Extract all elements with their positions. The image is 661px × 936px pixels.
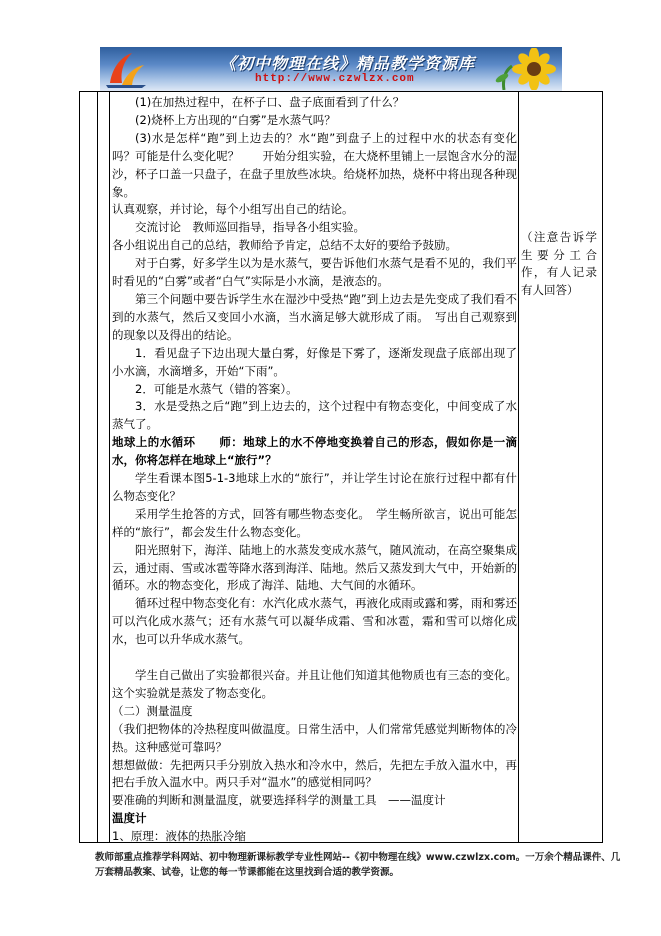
teacher-note: （注意告诉学生要分工合作，有人记录有人回答） [521, 230, 597, 297]
paragraph: 认真观察，并讨论，每个小组写出自己的结论。 [112, 202, 354, 217]
banner-url[interactable]: http://www.czwlzx.com [255, 73, 415, 85]
paragraph: 想想做做：先把两只手分别放入热水和冷水中，然后，先把左手放入温水中，再把右手放入温水中。两只手对“温水”的感觉相同吗？ [112, 757, 517, 790]
paragraph: 循环过程中物态变化有：水汽化成水蒸气，再液化成雨或露和雾，雨和雾还可以汽化成水蒸气；还有水蒸气可以凝华成霜、雪和冰雹，霜和雪可以熔化成水，也可以升华成水蒸气。 [112, 596, 517, 647]
answer-2: 2．可能是水蒸气（错的答案）。 [135, 381, 298, 396]
paragraph: 学生自己做出了实验都很兴奋。并且让他们知道其他物质也有三态的变化。这个实验就是蒸发了物态变化。 [112, 667, 517, 700]
header-banner [100, 47, 562, 91]
paragraph: 第三个问题中要告诉学生水在湿沙中受热“跑”到上边去是先变成了我们看不到的水蒸气，然后又变回小水滴，当水滴足够大就形成了雨。 写出自己观察到的现象以及得出的结论。 [112, 291, 517, 342]
paragraph: 交流讨论 教师巡回指导，指导各小组实验。 [135, 220, 365, 235]
spacer [112, 649, 517, 667]
question-1: (1)在加热过程中，在杯子口、盘子底面看到了什么？ [135, 95, 405, 109]
paragraph: 阳光照射下，海洋、陆地上的水蒸发变成水蒸气，随风流动，在高空聚集成云，通过雨、雪或冰雹等降水落到海洋、陆地。然后又蒸发到大气中，开始新的循环。水的物态变化，形成了海洋、陆地、大气间的水循环。 [112, 542, 517, 593]
water-cycle-heading: 地球上的水循环 师：地球上的水不停地变换着自己的形态，假如你是一滴水，你将怎样在地球上“旅行”？ [112, 435, 517, 468]
lesson-content [112, 94, 517, 846]
paragraph: （我们把物体的冷热程度叫做温度。日常生活中，人们常常凭感觉判断物体的冷热。这种感觉可靠吗？ [112, 721, 517, 754]
column-divider [518, 92, 519, 842]
paragraph: 对于白雾，好多学生以为是水蒸气，要告诉他们水蒸气是看不见的，我们平时看见的“白雾”或者“白气”实际是小水滴，是液态的。 [112, 256, 517, 289]
page-footer [95, 850, 625, 880]
paragraph: 要准确的判断和测量温度，就要选择科学的测量工具 ——温度计 [112, 793, 446, 808]
site-logo-icon [102, 49, 148, 89]
banner-title: 《初中物理在线》精品教学资源库 [220, 54, 476, 73]
answer-3: 3．水是受热之后“跑”到上边去的，这个过程中有物态变化，中间变成了水蒸气了。 [112, 399, 517, 432]
paragraph: 1、原理：液体的热胀冷缩 [112, 829, 246, 844]
sunflower-icon [490, 48, 560, 90]
thermometer-heading: 温度计 [112, 811, 147, 826]
footer-text: 教师部重点推荐学科网站、初中物理新课标教学专业性网站--《初中物理在线》www.czwlzx.com。一万余个精品课件、几万套精品教案、试卷，让您的每一节课都能在这里找到合适的教学资源。 [95, 852, 621, 878]
paragraph: 采用学生抢答的方式，回答有哪些物态变化。 学生畅所欲言，说出可能怎样的“旅行”，都会发生什么物态变化。 [112, 506, 517, 539]
column-divider [109, 92, 110, 842]
question-2: (2)烧杯上方出现的“白雾”是水蒸气吗？ [135, 112, 336, 127]
paragraph: 学生看课本图5-1-3地球上水的“旅行”，并让学生讨论在旅行过程中都有什么物态变化？ [112, 471, 517, 503]
question-3: (3)水是怎样“跑”到上边去的？水“跑”到盘子上的过程中水的状态有变化吗？可能是什么变化呢？ 开始分组实验，在大烧杯里铺上一层饱含水分的湿沙，杯子口盖一只盘子，在盘子里放些冰块。给烧杯加热，烧杯中将出现各种现象。 [112, 130, 517, 199]
column-divider [97, 92, 98, 842]
section-heading: （二）测量温度 [112, 703, 193, 718]
answer-1: 1．看见盘子下边出现大量白雾，好像是下雾了，逐渐发现盘子底部出现了小水滴，水滴增多，开始“下雨”。 [112, 345, 517, 378]
paragraph: 各小组说出自己的总结，教师给予肯定，总结不太好的要给予鼓励。 [112, 238, 457, 253]
